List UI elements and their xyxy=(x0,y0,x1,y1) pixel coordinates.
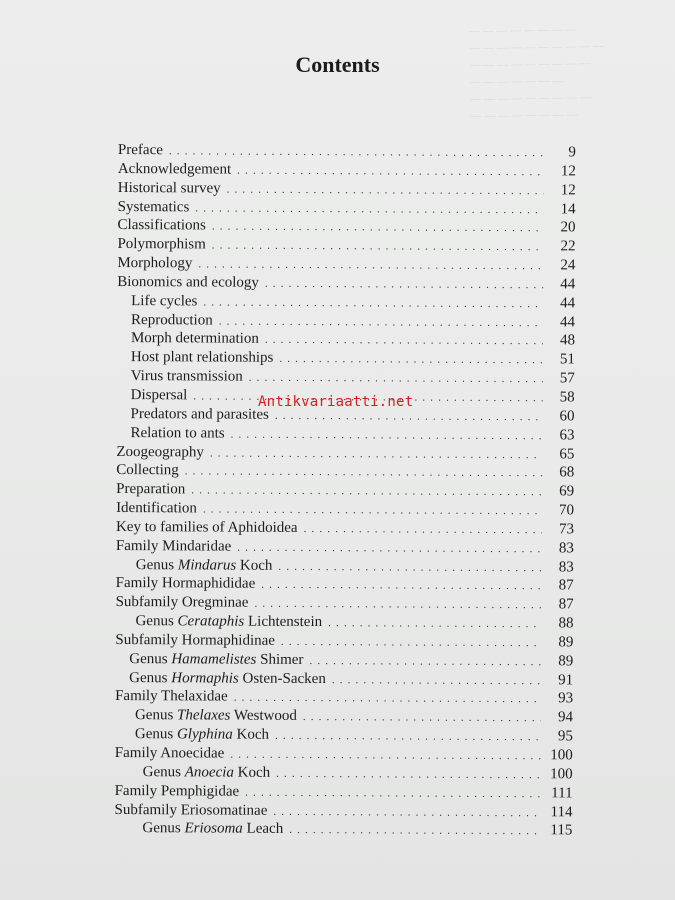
toc-entry-label: Bionomics and ecology xyxy=(117,273,259,291)
toc-entry-label: Genus Hamamelistes Shimer xyxy=(129,650,304,668)
toc-entry xyxy=(117,293,575,314)
toc-entry-label: Host plant relationships xyxy=(130,349,274,367)
toc-entry xyxy=(116,500,574,521)
dot-leader xyxy=(234,692,541,706)
dot-leader xyxy=(245,786,540,800)
toc-entry xyxy=(116,425,574,446)
toc-entry-label: Virus transmission xyxy=(130,368,243,385)
toc-entry xyxy=(115,783,573,804)
toc-page-number: 95 xyxy=(557,728,573,745)
toc-entry xyxy=(116,443,574,464)
toc-entry xyxy=(116,557,574,578)
dot-leader xyxy=(328,617,541,630)
toc-entry xyxy=(116,594,574,615)
toc-entry-label: Life cycles xyxy=(131,292,198,310)
toc-page-number: 100 xyxy=(550,747,573,764)
toc-page-number: 68 xyxy=(559,464,575,481)
toc-page-number: 14 xyxy=(560,200,576,217)
toc-entry xyxy=(115,726,573,747)
toc-page-number: 24 xyxy=(560,257,576,274)
dot-leader xyxy=(273,805,540,818)
toc-entry-label: Family Hormaphididae xyxy=(115,575,256,593)
toc-page-number: 9 xyxy=(568,144,576,161)
toc-page-number: 69 xyxy=(559,483,575,500)
dot-leader xyxy=(203,503,542,517)
dot-leader xyxy=(212,221,544,235)
toc-entry xyxy=(118,161,576,182)
toc-page-number: 89 xyxy=(558,634,574,651)
dot-leader xyxy=(276,768,541,781)
dot-leader xyxy=(195,202,543,216)
toc-page-number: 87 xyxy=(558,596,574,613)
toc-entry-label: Historical survey xyxy=(117,179,221,197)
toc-entry-label: Family Pemphigidae xyxy=(114,782,240,800)
toc-entry-label: Polymorphism xyxy=(117,236,206,253)
dot-leader xyxy=(303,711,541,724)
toc-entry-label: Reproduction xyxy=(131,311,213,329)
toc-entry xyxy=(115,613,573,634)
toc-entry xyxy=(117,349,575,370)
toc-entry-label: Subfamily Hormaphidinae xyxy=(115,631,275,649)
toc-entry xyxy=(117,368,575,389)
toc-page-number: 83 xyxy=(558,540,574,557)
toc-page-number: 111 xyxy=(551,784,573,802)
toc-entry-label: Subfamily Oregminae xyxy=(115,594,249,611)
toc-entry-label: Preface xyxy=(117,142,163,159)
bleed-through-text: — — — — — — — — — — — — — — — — — — — — — — — — — — — — — — — — — — — — — — — — — — — — — — — — — — — xyxy=(468,23,605,123)
page-title: Contents xyxy=(295,52,380,77)
toc-page-number: 70 xyxy=(559,502,575,519)
toc-page-number: 63 xyxy=(559,426,575,444)
toc-entry-label: Genus Cerataphis Lichtenstein xyxy=(135,613,323,631)
toc-entry xyxy=(116,481,574,502)
dot-leader xyxy=(231,428,543,442)
toc-page-number: 94 xyxy=(557,709,574,726)
toc-page-number: 115 xyxy=(550,822,573,839)
toc-entry xyxy=(116,575,574,596)
dot-leader xyxy=(289,824,540,837)
toc-entry xyxy=(117,255,575,276)
toc-page-number: 87 xyxy=(558,577,574,594)
dot-leader xyxy=(203,296,543,310)
table-of-contents xyxy=(114,142,576,842)
toc-page-number: 20 xyxy=(560,219,576,236)
dot-leader xyxy=(227,183,544,197)
toc-entry-label: Systematics xyxy=(117,198,190,215)
toc-entry-label: Genus Mindarus Koch xyxy=(135,556,273,574)
dot-leader xyxy=(191,485,542,499)
toc-page-number: 65 xyxy=(559,445,575,462)
toc-entry xyxy=(116,519,574,540)
dot-leader xyxy=(304,523,542,536)
toc-page-number: 60 xyxy=(559,408,575,425)
dot-leader xyxy=(265,278,543,291)
toc-entry-label: Genus Hormaphis Osten-Sacken xyxy=(129,669,326,687)
toc-entry-label: Key to families of Aphidoidea xyxy=(115,518,298,536)
toc-entry xyxy=(117,312,575,333)
toc-entry xyxy=(117,330,575,351)
toc-entry-label: Zoogeography xyxy=(116,443,204,460)
toc-entry-label: Dispersal xyxy=(130,387,188,404)
toc-page-number: 48 xyxy=(559,332,576,349)
toc-entry xyxy=(116,462,574,483)
dot-leader xyxy=(210,447,543,461)
toc-page-number: 44 xyxy=(560,295,576,312)
toc-entry-label: Acknowledgement xyxy=(117,160,232,178)
toc-entry-label: Genus Thelaxes Westwood xyxy=(134,707,297,725)
toc-entry xyxy=(115,745,573,766)
dot-leader xyxy=(237,164,544,178)
toc-entry xyxy=(114,802,572,823)
toc-entry-label: Morph determination xyxy=(130,330,259,348)
toc-entry-label: Classifications xyxy=(117,217,206,234)
watermark: Antikvariaatti.net xyxy=(258,394,414,410)
toc-entry-label: Predators and parasites xyxy=(130,405,269,423)
toc-entry-label: Family Thelaxidae xyxy=(115,688,228,706)
toc-entry-label: Family Mindaridae xyxy=(115,537,232,555)
toc-entry xyxy=(116,538,574,559)
toc-entry xyxy=(118,180,576,201)
dot-leader xyxy=(332,674,541,687)
toc-page-number: 91 xyxy=(558,671,574,689)
toc-page-number: 51 xyxy=(559,351,575,368)
toc-entry-label: Identification xyxy=(116,500,197,517)
dot-leader xyxy=(309,655,541,668)
dot-leader xyxy=(265,334,543,347)
dot-leader xyxy=(237,541,542,555)
toc-page-number: 12 xyxy=(560,182,576,199)
toc-page-number: 73 xyxy=(558,521,575,538)
toc-entry-label: Collecting xyxy=(116,462,179,479)
toc-entry xyxy=(115,707,573,728)
toc-entry xyxy=(118,217,576,238)
toc-page-number: 57 xyxy=(559,370,575,387)
toc-page-number: 93 xyxy=(558,690,574,707)
dot-leader xyxy=(275,410,543,423)
toc-entry-label: Genus Eriosoma Leach xyxy=(142,820,284,838)
toc-entry xyxy=(115,670,573,691)
toc-page-number: 89 xyxy=(558,653,574,670)
toc-page-number: 12 xyxy=(560,163,576,180)
toc-entry xyxy=(118,142,576,163)
dot-leader xyxy=(230,749,540,763)
toc-entry xyxy=(114,820,572,841)
toc-entry-label: Relation to ants xyxy=(130,424,225,442)
dot-leader xyxy=(254,598,541,612)
toc-entry-label: Family Anoecidae xyxy=(114,744,225,762)
toc-entry xyxy=(118,199,576,220)
dot-leader xyxy=(219,315,543,329)
toc-page-number: 58 xyxy=(559,389,575,406)
toc-page-number: 22 xyxy=(560,238,576,255)
dot-leader xyxy=(185,466,543,480)
toc-entry-label: Morphology xyxy=(117,255,193,272)
toc-page-number: 44 xyxy=(560,313,576,330)
toc-entry xyxy=(117,274,575,295)
dot-leader xyxy=(169,145,544,159)
toc-page-number: 44 xyxy=(560,276,576,293)
dot-leader xyxy=(261,579,541,592)
dot-leader xyxy=(198,258,543,272)
toc-entry-label: Subfamily Eriosomatinae xyxy=(114,801,268,819)
toc-page-number: 100 xyxy=(550,766,573,783)
toc-entry-label: Preparation xyxy=(116,481,186,498)
toc-entry xyxy=(117,236,575,257)
toc-entry xyxy=(115,632,573,653)
toc-entry-label: Genus Anoecia Koch xyxy=(142,763,271,781)
toc-entry-label: Genus Glyphina Koch xyxy=(134,726,270,743)
toc-entry xyxy=(115,651,573,672)
toc-entry xyxy=(115,764,573,785)
toc-page-number: 114 xyxy=(550,803,573,820)
dot-leader xyxy=(212,240,544,254)
dot-leader xyxy=(275,730,541,743)
dot-leader xyxy=(249,372,543,386)
dot-leader xyxy=(279,353,543,366)
dot-leader xyxy=(281,636,541,649)
toc-entry xyxy=(115,688,573,709)
dot-leader xyxy=(278,560,541,573)
toc-page-number: 88 xyxy=(558,615,574,632)
toc-page-number: 83 xyxy=(558,558,574,575)
